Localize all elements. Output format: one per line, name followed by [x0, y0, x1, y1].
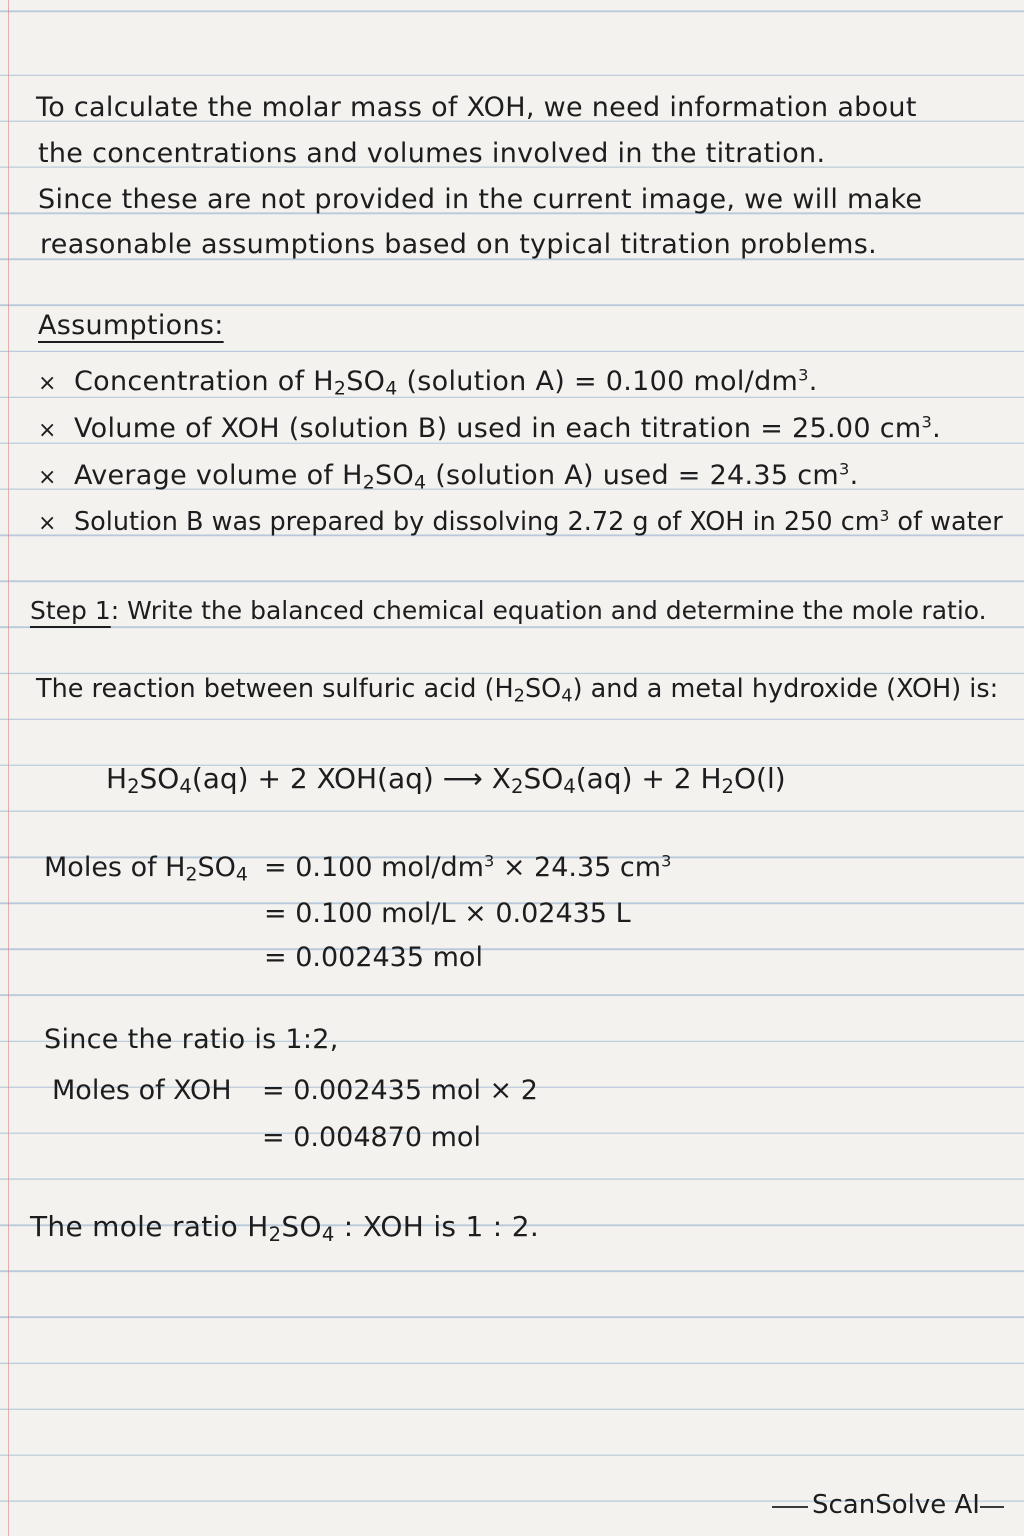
- reaction-intro: The reaction between sulfuric acid $(H_2SO_4)$ and a metal hydroxide (XOH) is:: [36, 674, 999, 707]
- mole-ratio-conclusion: The mole ratio $H_2SO_4$ : XOH is 1 : 2.: [30, 1210, 540, 1246]
- ratio-note: Since the ratio is 1:2,: [44, 1024, 339, 1055]
- assumption-item-average-volume: × Average volume of $H_2SO_4$ (solution A) used = 24.35 $cm^3$.: [38, 459, 859, 494]
- assumptions-heading: Assumptions:: [38, 310, 224, 341]
- brand-watermark: ScanSolve AI: [812, 1490, 980, 1520]
- assumption-item-volume-xoh: × Volume of XOH (solution B) used in each titration = 25.00 $cm^3$.: [38, 412, 941, 444]
- moles-h2so4-row-1: = 0.100 mol/$dm^3 \times 24.35$ $cm^3$: [264, 851, 672, 883]
- brand-rule-left: [772, 1506, 808, 1508]
- intro-line-1: To calculate the molar mass of XOH, we need information about: [36, 92, 917, 123]
- assumption-item-concentration: × Concentration of $H_2SO_4$ (solution A) = 0.100 mol/$dm^3$.: [38, 365, 818, 400]
- intro-line-2: the concentrations and volumes involved in the titration.: [38, 138, 826, 169]
- step-1-label: Step 1: [30, 596, 111, 625]
- step-1-title: : Write the balanced chemical equation and determine the mole ratio.: [110, 596, 987, 625]
- intro-line-3: Since these are not provided in the current image, we will make: [38, 184, 923, 215]
- intro-line-4: reasonable assumptions based on typical titration problems.: [40, 229, 878, 260]
- brand-rule-right: [980, 1506, 1004, 1508]
- bullet-icon: ×: [38, 465, 57, 490]
- assumption-item-solution-b: × Solution B was prepared by dissolving 2.72 g of XOH in 250 $cm^3$ of water: [38, 506, 1003, 537]
- moles-xoh-label: Moles of XOH: [52, 1075, 232, 1106]
- moles-xoh-row-1: = 0.002435 mol × 2: [262, 1075, 538, 1106]
- step-1-heading: [30, 596, 987, 625]
- moles-h2so4-label: Moles of $H_2SO_4$: [44, 852, 248, 886]
- bullet-icon: ×: [38, 371, 57, 396]
- balanced-equation: $H_2SO_4(aq) + 2$ XOH(aq) ⟶ $X_2SO_4(aq) + 2$ $H_2O(l)$: [106, 762, 786, 798]
- moles-h2so4-row-2: = 0.100 mol/L × 0.02435 L: [264, 898, 631, 929]
- bullet-icon: ×: [38, 418, 57, 443]
- moles-xoh-row-2: = 0.004870 mol: [262, 1122, 481, 1153]
- moles-h2so4-row-3: = 0.002435 mol: [264, 942, 483, 973]
- bullet-icon: ×: [38, 511, 57, 536]
